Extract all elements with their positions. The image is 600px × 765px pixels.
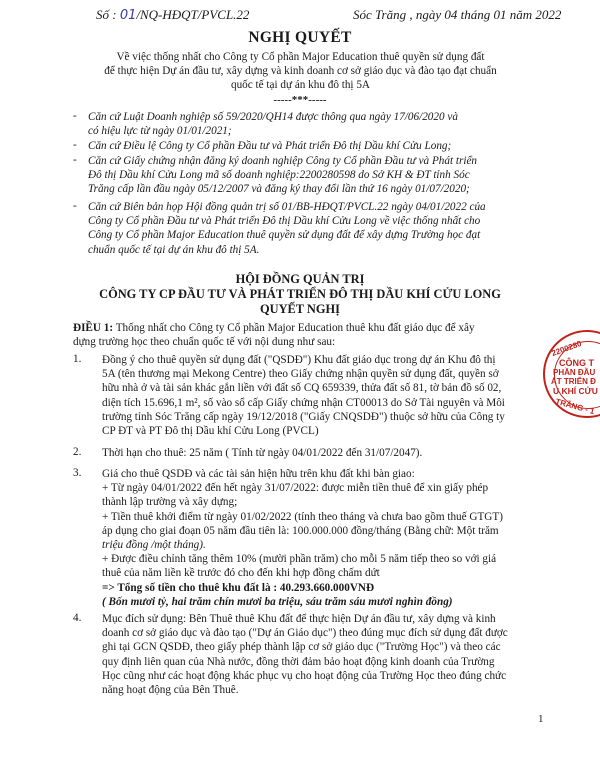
item-line: thành lập trường và xây dựng; — [102, 496, 238, 509]
document-date: Sóc Trăng , ngày 04 tháng 01 năm 2022 — [353, 7, 562, 22]
item-1 — [102, 353, 532, 438]
document-reference-number — [96, 7, 249, 23]
can-cu-line: Trăng cấp lần đầu ngày 05/12/2007 và đăng ký thay đổi lần thứ 16 ngày 01/07/2020; — [88, 183, 470, 196]
seal-text: PHẦN ĐẦU — [553, 368, 596, 377]
item-line: 5A (tên thương mại Mekong Centre) theo Giấy chứng nhận quyền sử dụng đất, quyền sở — [102, 368, 499, 381]
seal-text: U KHÍ CỬU — [553, 386, 598, 396]
resolves-heading: QUYẾT NGHỊ — [260, 302, 340, 316]
article-label: ĐIỀU 1: — [73, 322, 114, 334]
can-cu-line: Căn cứ Luật Doanh nghiệp số 59/2020/QH14 được thông qua ngày 17/06/2020 và — [88, 111, 458, 123]
ref-number: 01 — [119, 8, 137, 23]
document-subject — [78, 50, 523, 93]
subject-line: Về việc thống nhất cho Công ty Cổ phần Major Education thuê quyền sử dụng đất — [116, 51, 485, 63]
item-number: 4. — [73, 612, 82, 624]
item-line: hữu nhà ở và tài sản khác gắn liền với đất số CQ 659339, thửa đất số 81, tờ bản đồ số 02, — [102, 382, 502, 395]
article-1 — [73, 321, 533, 349]
item-line: thuê của năm liền kề trước đó cho đến khi hợp đồng chấm dứt — [102, 567, 380, 580]
item-line: Học cũng như các hoạt động khác phục vụ cho hoạt động của Trường Học theo đúng chức — [102, 669, 507, 682]
separator: -----***----- — [273, 94, 327, 106]
seal-text: 2200280 — [550, 338, 583, 359]
bullet: - — [73, 139, 77, 151]
item-4 — [102, 612, 532, 697]
item-line: ghi tại GCN QSDĐ, theo giấy phép thành lập cơ sở giáo dục ("Trường Học") và theo các — [102, 641, 501, 654]
item-line: quy định liên quan của Nhà nước, đồng thời đảm bảo hoạt động kinh doanh của Trường — [102, 655, 495, 668]
seal-text: CÔNG T — [559, 358, 594, 368]
bullet: - — [73, 110, 77, 122]
seal-text: ÁT TRIỂN Đ — [551, 377, 596, 386]
document-title: NGHỊ QUYẾT — [248, 29, 352, 46]
item-2 — [102, 446, 532, 460]
ref-prefix: Số : — [96, 7, 120, 22]
item-line: + Từ ngày 04/01/2022 đến hết ngày 31/07/2022: được miễn tiền thuê để xin giấy phép — [102, 482, 489, 495]
can-cu-item — [88, 200, 528, 257]
item-line: doanh cơ sở giáo dục và đào tạo ("Dự án Giáo dục") theo đúng mục đích sử dụng đất được — [102, 627, 508, 640]
can-cu-line: Căn cứ Biên bản họp Hội đồng quản trị số 01/BB-HĐQT/PVCL.22 ngày 04/01/2022 của — [88, 201, 486, 213]
can-cu-line: có hiệu lực từ ngày 01/01/2021; — [88, 125, 232, 138]
total-in-words: ( Bốn mươi tỷ, hai trăm chín mươi ba triệu, sáu trăm sáu mươi nghìn đồng) — [102, 595, 453, 608]
item-number: 2. — [73, 446, 82, 458]
item-line: diện tích 15.696,1 m², số vào sổ cấp Giấy chứng nhận CT00013 do Sở Tài nguyên và Môi — [102, 396, 505, 409]
can-cu-item — [88, 110, 528, 138]
item-line: + Được điều chỉnh tăng thêm 10% (mười phần trăm) cho mỗi 5 năm tiếp theo so với giá — [102, 553, 497, 566]
can-cu-line: Căn cứ Giấy chứng nhận đăng ký doanh nghiệp Công ty Cổ phần Đầu tư và Phát triển — [88, 155, 478, 167]
can-cu-line: Công ty Cổ phần Major Education thuê quyền sử dụng đất để xây dựng Trường học đạt — [88, 229, 481, 242]
article-text: dựng trường học theo chuẩn quốc tế với nội dung như sau: — [73, 336, 336, 349]
item-line: Thời hạn cho thuê: 25 năm ( Tính từ ngày 04/01/2022 đến 31/07/2047). — [102, 447, 423, 459]
item-line: Mục đích sử dụng: Bên Thuê thuê Khu đất để thực hiện Dự án đầu tư, xây dựng và kinh — [102, 613, 496, 625]
item-line: Đồng ý cho thuê quyền sử dụng đất ("QSDĐ") Khu đất giáo dục trong dự án Khu đô thị — [102, 354, 496, 366]
article-text: Thống nhất cho Công ty Cổ phần Major Education thuê khu đất giáo dục để xây — [113, 322, 475, 334]
subject-line: quốc tế tại dự án khu đô thị 5A — [230, 79, 371, 92]
subject-line: để thực hiện Dự án đầu tư, xây dựng và kinh doanh cơ sở giáo dục và đào tạo đạt chuẩn — [104, 65, 497, 78]
total-line: => Tổng số tiền cho thuê khu đất là : 40.293.660.000VNĐ — [102, 581, 375, 594]
can-cu-line: chuẩn quốc tế tại dự án khu đô thị 5A. — [88, 243, 260, 256]
ref-suffix: /NQ-HĐQT/PVCL.22 — [136, 7, 250, 22]
can-cu-line: Đô thị Dầu khí Cửu Long mã số doanh nghiệp:2200280598 do Sở KH & ĐT tỉnh Sóc — [88, 169, 470, 182]
can-cu-line: Công ty Cổ phần Đầu tư và Phát triển Đô thị Dầu khí Cửu Long về việc thống nhất cho — [88, 215, 481, 228]
page-number: 1 — [538, 713, 544, 725]
item-line: + Tiền thuê khởi điểm từ ngày 01/02/2022 (tính theo tháng và chưa bao gồm thuế GTGT) — [102, 510, 503, 523]
item-line: năng hoạt động của Bên Thuê. — [102, 684, 239, 697]
item-line: triệu đồng /một tháng). — [102, 539, 206, 552]
item-line: CP ĐT và PT Đô thị Dầu khí Cửu Long (PVCL) — [102, 425, 319, 438]
company-heading: CÔNG TY CP ĐẦU TƯ VÀ PHÁT TRIỂN ĐÔ THỊ DẦU KHÍ CỬU LONG — [99, 287, 501, 301]
bullet: - — [73, 154, 77, 166]
item-number: 3. — [73, 467, 82, 479]
item-line: áp dụng cho giai đoạn 05 năm đầu tiên là: 100.000.000 đồng/tháng (Bằng chữ: Một trăm — [102, 524, 499, 537]
item-number: 1. — [73, 353, 82, 365]
item-line: Giá cho thuê QSDĐ và các tài sản hiện hữu trên khu đất khi bàn giao: — [102, 468, 415, 480]
item-line: trường tỉnh Sóc Trăng cấp ngày 19/12/2018 ("Giấy CNQSDĐ") thuộc sở hữu của Công ty — [102, 410, 505, 423]
can-cu-line: Căn cứ Điều lệ Công ty Cổ phần Đầu tư và Phát triển Đô thị Dầu khí Cửu Long; — [88, 140, 452, 152]
can-cu-item — [88, 139, 528, 153]
bullet: - — [73, 200, 77, 212]
can-cu-item — [88, 154, 528, 197]
company-seal-stamp — [543, 330, 600, 418]
seal-text: TRĂNG - 1 — [554, 396, 596, 417]
council-heading: HỘI ĐỒNG QUẢN TRỊ — [235, 272, 365, 286]
item-3 — [102, 467, 532, 609]
